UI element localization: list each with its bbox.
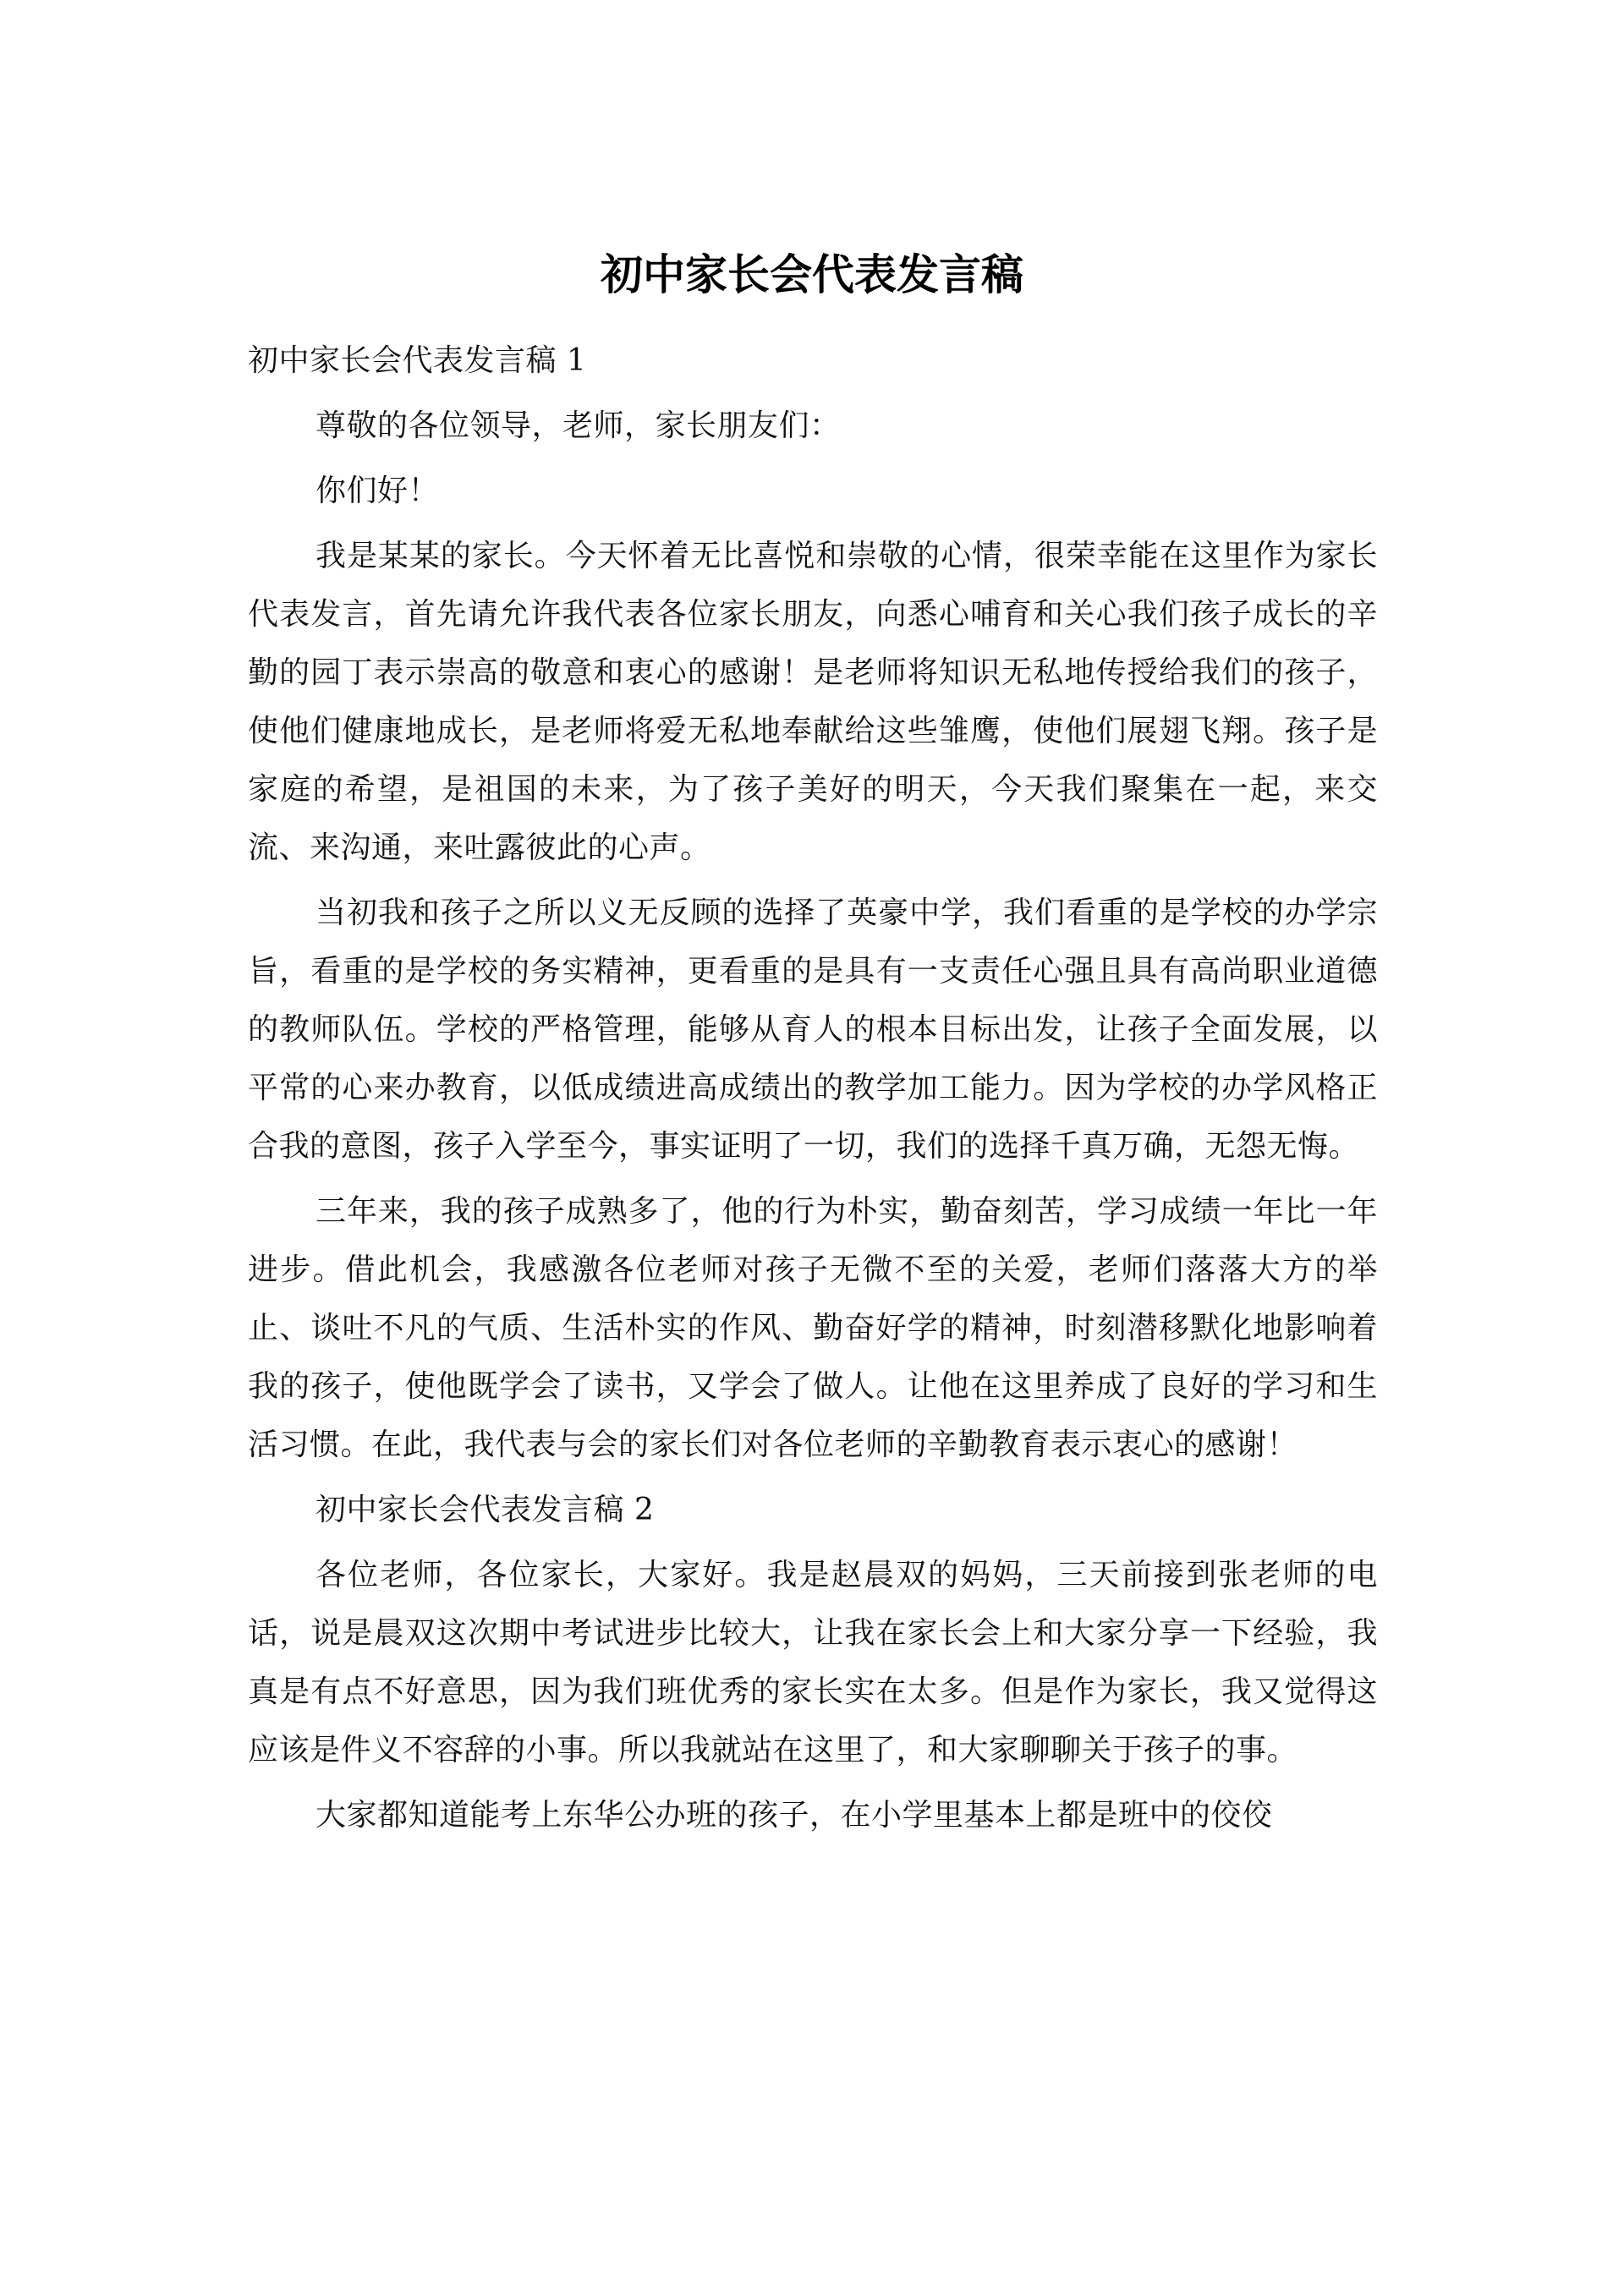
paragraph-5: 大家都知道能考上东华公办班的孩子，在小学里基本上都是班中的佼佼 [315,1798,1273,1833]
hello-line: 你们好！ [315,474,440,508]
paragraph-1: 我是某某的家长。今天怀着无比喜悦和崇敬的心情，很荣幸能在这里作为家长代表发言，首先请允许我代表各位家长朋友，向悉心哺育和关心我们孩子成长的辛勤的园丁表示崇高的敬意和衷心的感谢！是老师将知识无私地传授给我们的孩子，使他们健康地成长，是老师将爱无私地奉献给这些雏鹰，使他们展翅飞翔。孩子是家庭的希望，是祖国的未来，为了孩子美好的明天，今天我们聚集在一起，来交流、来沟通，来吐露彼此的心声。 [248,539,1378,865]
paragraph-4: 各位老师，各位家长，大家好。我是赵晨双的妈妈，三天前接到张老师的电话，说是晨双这次期中考试进步比较大，让我在家长会上和大家分享一下经验，我真是有点不好意思，因为我们班优秀的家长实在太多。但是作为家长，我又觉得这应该是件义不容辞的小事。所以我就站在这里了，和大家聊聊关于孩子的事。 [248,1558,1378,1767]
section-heading-1: 初中家长会代表发言稿 1 [248,343,587,378]
paragraph-2: 当初我和孩子之所以义无反顾的选择了英豪中学，我们看重的是学校的办学宗旨，看重的是学校的务实精神，更看重的是具有一支责任心强且具有高尚职业道德的教师队伍。学校的严格管理，能够从育人的根本目标出发，让孩子全面发展，以平常的心来办教育，以低成绩进高成绩出的教学加工能力。因为学校的办学风格正合我的意图，孩子入学至今，事实证明了一切，我们的选择千真万确，无怨无悔。 [248,896,1378,1164]
section-heading-2: 初中家长会代表发言稿 2 [315,1493,655,1527]
document-body [248,332,1378,1844]
paragraph-3: 三年来，我的孩子成熟多了，他的行为朴实，勤奋刻苦，学习成绩一年比一年进步。借此机会，我感激各位老师对孩子无微不至的关爱，老师们落落大方的举止、谈吐不凡的气质、生活朴实的作风、勤奋好学的精神，时刻潜移默化地影响着我的孩子，使他既学会了读书，又学会了做人。让他在这里养成了良好的学习和生活习惯。在此，我代表与会的家长们对各位老师的辛勤教育表示衷心的感谢！ [248,1194,1378,1462]
page-title: 初中家长会代表发言稿 [601,250,1023,299]
greeting-line: 尊敬的各位领导，老师，家长朋友们： [315,408,841,443]
